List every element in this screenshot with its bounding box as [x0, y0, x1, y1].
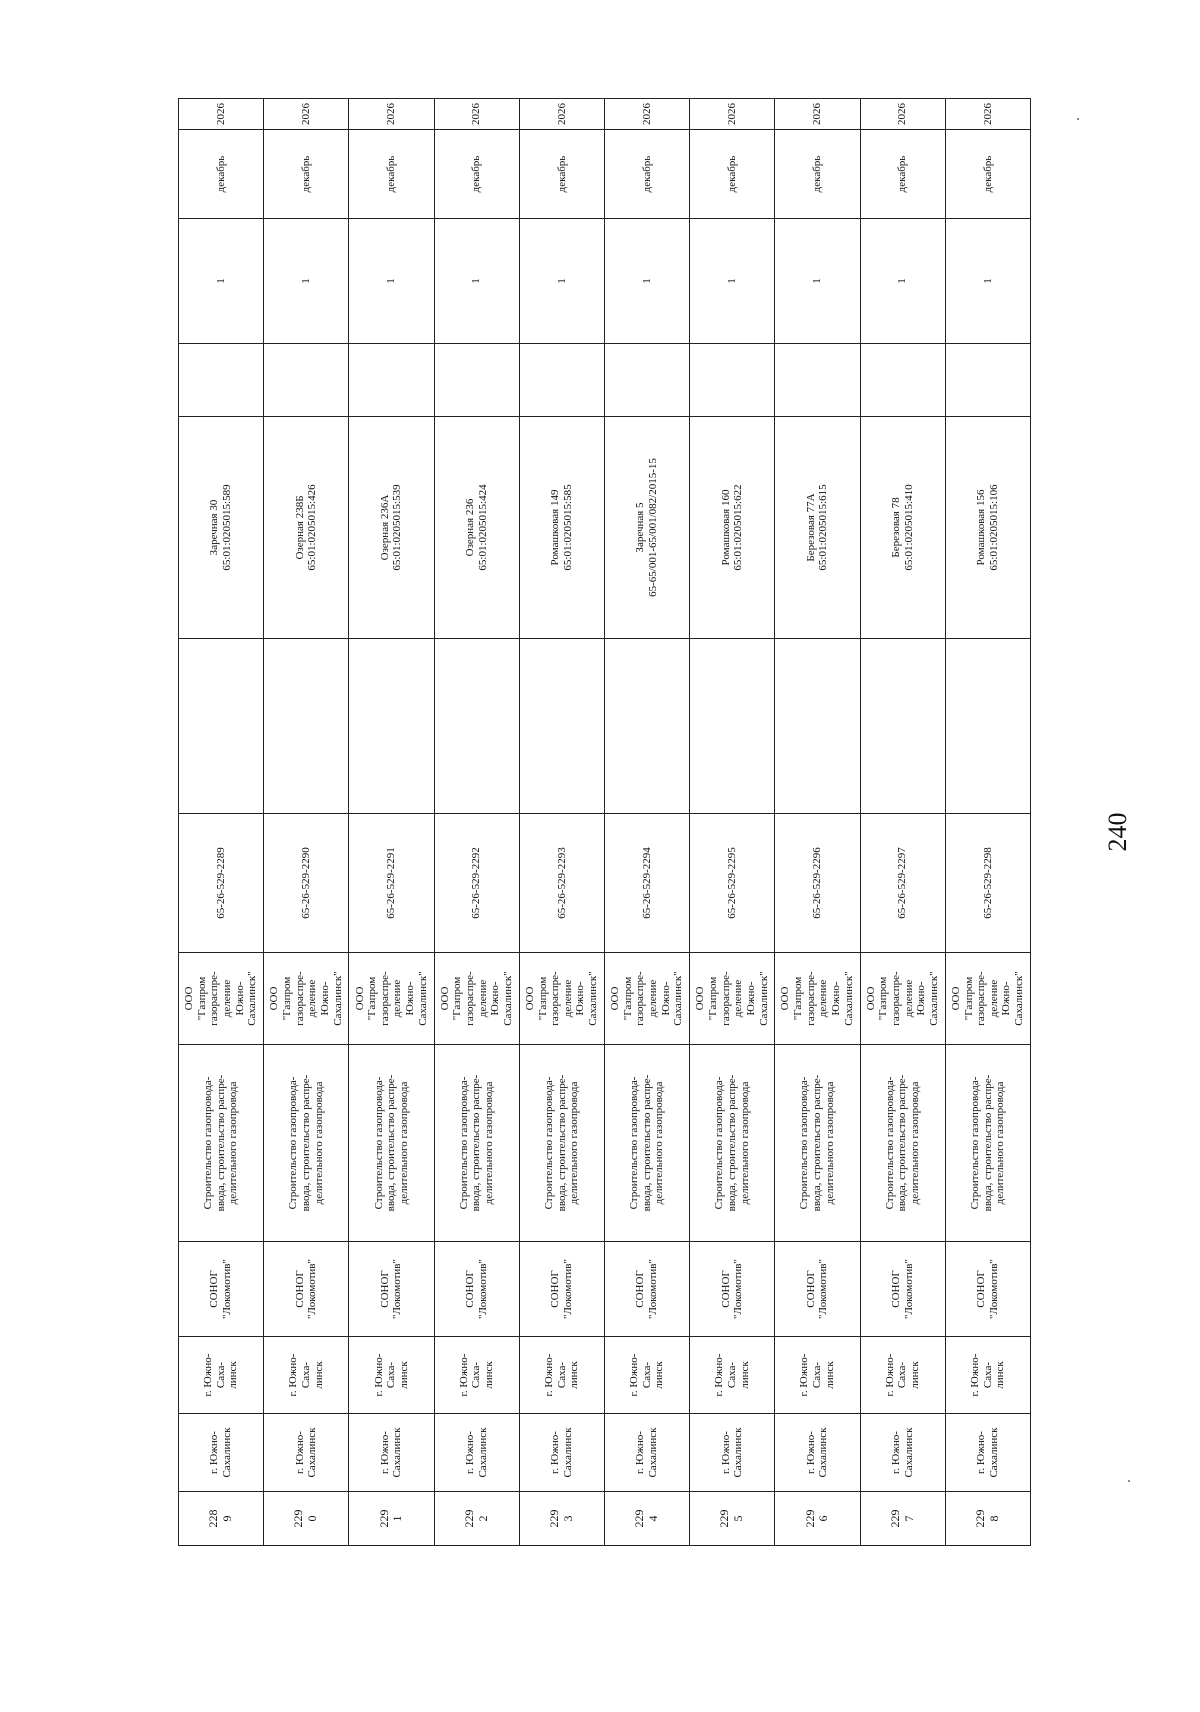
work-type-cell: Строительство газопровода- ввода, строительство распре- делительного газопровода [775, 1045, 860, 1242]
object-cell: СОНОГ "Локомотив" [179, 1242, 264, 1337]
month-cell: декабрь [690, 130, 775, 219]
address-cadastral-cell: Березовая 77А 65:01:0205015:615 [775, 417, 860, 639]
executor-cell: ООО "Газпром газораспре- деление Южно- Сахалинск" [519, 953, 604, 1045]
locality-cell: г. Южно- Саха- линск [690, 1337, 775, 1414]
year-cell: 2026 [860, 99, 945, 130]
locality-cell: г. Южно- Саха- линск [945, 1337, 1030, 1414]
locality-cell: г. Южно- Саха- линск [860, 1337, 945, 1414]
empty-cell [179, 639, 264, 814]
row-number-cell: 229 1 [349, 1492, 434, 1546]
object-code-cell: 65-26-529-2289 [179, 814, 264, 953]
row-number-cell: 229 4 [604, 1492, 689, 1546]
count-cell: 1 [349, 219, 434, 344]
month-cell: декабрь [519, 130, 604, 219]
executor-cell: ООО "Газпром газораспре- деление Южно- Сахалинск" [349, 953, 434, 1045]
page-number: 240 [1103, 812, 1132, 852]
empty-cell [775, 344, 860, 417]
locality-cell: г. Южно- Саха- линск [349, 1337, 434, 1414]
count-cell: 1 [264, 219, 349, 344]
locality-cell: г. Южно- Саха- линск [179, 1337, 264, 1414]
empty-cell [945, 344, 1030, 417]
table-row [775, 99, 860, 1546]
district-cell: г. Южно- Сахалинск [434, 1414, 519, 1492]
work-type-cell: Строительство газопровода- ввода, строительство распре- делительного газопровода [349, 1045, 434, 1242]
object-cell: СОНОГ "Локомотив" [690, 1242, 775, 1337]
locality-cell: г. Южно- Саха- линск [434, 1337, 519, 1414]
district-cell: г. Южно- Сахалинск [690, 1414, 775, 1492]
locality-cell: г. Южно- Саха- линск [519, 1337, 604, 1414]
row-number-cell: 229 0 [264, 1492, 349, 1546]
address-cadastral-cell: Березовая 78 65:01:0205015:410 [860, 417, 945, 639]
executor-cell: ООО "Газпром газораспре- деление Южно- Сахалинск" [264, 953, 349, 1045]
month-cell: декабрь [264, 130, 349, 219]
executor-cell: ООО "Газпром газораспре- деление Южно- Сахалинск" [434, 953, 519, 1045]
empty-cell [690, 639, 775, 814]
empty-cell [945, 639, 1030, 814]
table-row [179, 99, 264, 1546]
locality-cell: г. Южно- Саха- линск [775, 1337, 860, 1414]
empty-cell [434, 639, 519, 814]
empty-cell [264, 344, 349, 417]
address-cadastral-cell: Ромашковая 160 65:01:0205015:622 [690, 417, 775, 639]
object-code-cell: 65-26-529-2298 [945, 814, 1030, 953]
address-cadastral-cell: Ромашковая 156 65:01:0205015:106 [945, 417, 1030, 639]
object-code-cell: 65-26-529-2291 [349, 814, 434, 953]
empty-cell [349, 344, 434, 417]
month-cell: декабрь [349, 130, 434, 219]
row-number-cell: 229 5 [690, 1492, 775, 1546]
table-row [434, 99, 519, 1546]
month-cell: декабрь [434, 130, 519, 219]
address-cadastral-cell: Озерная 236 65:01:0205015:424 [434, 417, 519, 639]
district-cell: г. Южно- Сахалинск [179, 1414, 264, 1492]
address-cadastral-cell: Ромашковая 149 65:01:0205015:585 [519, 417, 604, 639]
table-row [519, 99, 604, 1546]
year-cell: 2026 [349, 99, 434, 130]
executor-cell: ООО "Газпром газораспре- деление Южно- Сахалинск" [860, 953, 945, 1045]
address-cadastral-cell: Заречная 30 65:01:0205015:589 [179, 417, 264, 639]
year-cell: 2026 [604, 99, 689, 130]
district-cell: г. Южно- Сахалинск [945, 1414, 1030, 1492]
executor-cell: ООО "Газпром газораспре- деление Южно- Сахалинск" [775, 953, 860, 1045]
count-cell: 1 [690, 219, 775, 344]
work-type-cell: Строительство газопровода- ввода, строительство распре- делительного газопровода [690, 1045, 775, 1242]
object-code-cell: 65-26-529-2297 [860, 814, 945, 953]
district-cell: г. Южно- Сахалинск [775, 1414, 860, 1492]
empty-cell [264, 639, 349, 814]
district-cell: г. Южно- Сахалинск [860, 1414, 945, 1492]
table-row [264, 99, 349, 1546]
table-row [860, 99, 945, 1546]
table-body [179, 99, 1031, 1546]
month-cell: декабрь [604, 130, 689, 219]
year-cell: 2026 [179, 99, 264, 130]
object-cell: СОНОГ "Локомотив" [775, 1242, 860, 1337]
year-cell: 2026 [519, 99, 604, 130]
table-row [945, 99, 1030, 1546]
district-cell: г. Южно- Сахалинск [604, 1414, 689, 1492]
row-number-cell: 229 7 [860, 1492, 945, 1546]
rotated-table-frame [178, 99, 1031, 1546]
object-code-cell: 65-26-529-2290 [264, 814, 349, 953]
work-type-cell: Строительство газопровода- ввода, строительство распре- делительного газопровода [434, 1045, 519, 1242]
scan-speck [1128, 1480, 1130, 1482]
count-cell: 1 [775, 219, 860, 344]
object-cell: СОНОГ "Локомотив" [860, 1242, 945, 1337]
locality-cell: г. Южно- Саха- линск [604, 1337, 689, 1414]
month-cell: декабрь [860, 130, 945, 219]
empty-cell [604, 639, 689, 814]
empty-cell [519, 344, 604, 417]
empty-cell [519, 639, 604, 814]
month-cell: декабрь [179, 130, 264, 219]
object-code-cell: 65-26-529-2294 [604, 814, 689, 953]
empty-cell [775, 639, 860, 814]
object-cell: СОНОГ "Локомотив" [519, 1242, 604, 1337]
row-number-cell: 229 3 [519, 1492, 604, 1546]
empty-cell [860, 344, 945, 417]
object-cell: СОНОГ "Локомотив" [349, 1242, 434, 1337]
work-type-cell: Строительство газопровода- ввода, строительство распре- делительного газопровода [264, 1045, 349, 1242]
count-cell: 1 [179, 219, 264, 344]
work-type-cell: Строительство газопровода- ввода, строительство распре- делительного газопровода [860, 1045, 945, 1242]
executor-cell: ООО "Газпром газораспре- деление Южно- Сахалинск" [690, 953, 775, 1045]
executor-cell: ООО "Газпром газораспре- деление Южно- Сахалинск" [945, 953, 1030, 1045]
count-cell: 1 [434, 219, 519, 344]
object-code-cell: 65-26-529-2296 [775, 814, 860, 953]
address-cadastral-cell: Озерная 236А 65:01:0205015:539 [349, 417, 434, 639]
scan-speck [1077, 118, 1079, 120]
table-row [604, 99, 689, 1546]
executor-cell: ООО "Газпром газораспре- деление Южно- Сахалинск" [604, 953, 689, 1045]
table-row [690, 99, 775, 1546]
object-cell: СОНОГ "Локомотив" [945, 1242, 1030, 1337]
table-row [349, 99, 434, 1546]
gasification-table [178, 98, 1031, 1546]
month-cell: декабрь [775, 130, 860, 219]
count-cell: 1 [519, 219, 604, 344]
row-number-cell: 229 2 [434, 1492, 519, 1546]
empty-cell [434, 344, 519, 417]
locality-cell: г. Южно- Саха- линск [264, 1337, 349, 1414]
district-cell: г. Южно- Сахалинск [349, 1414, 434, 1492]
year-cell: 2026 [775, 99, 860, 130]
work-type-cell: Строительство газопровода- ввода, строительство распре- делительного газопровода [604, 1045, 689, 1242]
address-cadastral-cell: Озерная 238Б 65:01:0205015:426 [264, 417, 349, 639]
district-cell: г. Южно- Сахалинск [264, 1414, 349, 1492]
work-type-cell: Строительство газопровода- ввода, строительство распре- делительного газопровода [519, 1045, 604, 1242]
address-cadastral-cell: Заречная 5 65-65/001-65/001/082/2015-15 [604, 417, 689, 639]
object-code-cell: 65-26-529-2292 [434, 814, 519, 953]
work-type-cell: Строительство газопровода- ввода, строительство распре- делительного газопровода [945, 1045, 1030, 1242]
year-cell: 2026 [434, 99, 519, 130]
year-cell: 2026 [690, 99, 775, 130]
count-cell: 1 [945, 219, 1030, 344]
row-number-cell: 229 8 [945, 1492, 1030, 1546]
row-number-cell: 229 6 [775, 1492, 860, 1546]
executor-cell: ООО "Газпром газораспре- деление Южно- Сахалинск" [179, 953, 264, 1045]
work-type-cell: Строительство газопровода- ввода, строительство распре- делительного газопровода [179, 1045, 264, 1242]
year-cell: 2026 [945, 99, 1030, 130]
district-cell: г. Южно- Сахалинск [519, 1414, 604, 1492]
empty-cell [179, 344, 264, 417]
object-cell: СОНОГ "Локомотив" [434, 1242, 519, 1337]
object-cell: СОНОГ "Локомотив" [264, 1242, 349, 1337]
month-cell: декабрь [945, 130, 1030, 219]
empty-cell [860, 639, 945, 814]
count-cell: 1 [604, 219, 689, 344]
object-code-cell: 65-26-529-2295 [690, 814, 775, 953]
count-cell: 1 [860, 219, 945, 344]
year-cell: 2026 [264, 99, 349, 130]
object-code-cell: 65-26-529-2293 [519, 814, 604, 953]
row-number-cell: 228 9 [179, 1492, 264, 1546]
empty-cell [690, 344, 775, 417]
object-cell: СОНОГ "Локомотив" [604, 1242, 689, 1337]
empty-cell [604, 344, 689, 417]
empty-cell [349, 639, 434, 814]
